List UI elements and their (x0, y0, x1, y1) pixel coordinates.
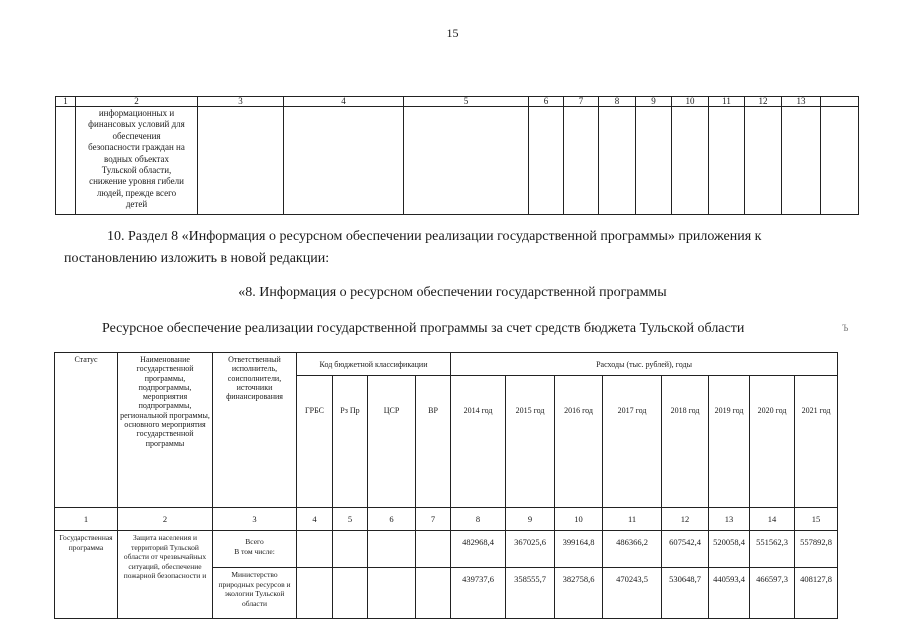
value-cell: 486366,2 (603, 531, 662, 568)
empty-cell (198, 107, 284, 215)
header-name: Наименование государственной программы, подпрограммы, мероприятия подпрограммы, региональной программы, основного мероприятия государственной программы (118, 353, 213, 508)
column-number-cell: 12 (745, 97, 782, 107)
empty-cell (529, 107, 564, 215)
column-number-cell: 11 (709, 97, 745, 107)
header-code-2: Рз Пр (333, 376, 368, 508)
program-name-cell: Защита населения и территорий Тульской области от чрезвычайных ситуаций, обеспечение пожарной безопасности и (118, 531, 213, 619)
column-number-cell: 7 (416, 508, 451, 531)
header-responsible: Ответственный исполнитель, соисполнители, источники финансирования (213, 353, 297, 508)
empty-cell (709, 107, 745, 215)
column-number-cell: 11 (603, 508, 662, 531)
column-number-cell: 4 (297, 508, 333, 531)
column-number-cell (821, 97, 859, 107)
continuation-text-line: обеспечения (112, 130, 161, 141)
column-number-cell: 3 (198, 97, 284, 107)
column-number-cell: 5 (404, 97, 529, 107)
empty-cell (284, 107, 404, 215)
value-cell: 530648,7 (662, 568, 709, 619)
empty-cell (636, 107, 672, 215)
resource-table (54, 352, 838, 619)
header-year: 2014 год (451, 376, 506, 508)
header-status: Статус (55, 353, 118, 508)
code-cell (333, 568, 368, 619)
continuation-text-line: снижение уровня гибели (89, 176, 184, 187)
column-number-cell: 8 (599, 97, 636, 107)
responsible-cell: Всего В том числе: (213, 531, 297, 568)
code-cell (297, 531, 333, 568)
continuation-text-line: людей, прежде всего (96, 187, 177, 198)
header-year: 2017 год (603, 376, 662, 508)
header-year: 2018 год (662, 376, 709, 508)
column-number-cell: 2 (118, 508, 213, 531)
column-number-cell: 9 (636, 97, 672, 107)
column-number-cell: 3 (213, 508, 297, 531)
column-number-cell: 6 (529, 97, 564, 107)
section-heading: «8. Информация о ресурсном обеспечении государственной программы (238, 285, 667, 300)
value-cell: 551562,3 (750, 531, 795, 568)
continuation-text-line: финансовых условий для (88, 119, 185, 130)
header-year: 2015 год (506, 376, 555, 508)
value-cell: 470243,5 (603, 568, 662, 619)
header-year: 2021 год (795, 376, 838, 508)
continuation-text-line: информационных и (98, 108, 175, 118)
value-cell: 367025,6 (506, 531, 555, 568)
margin-mark: Ъ (842, 323, 849, 333)
header-year: 2016 год (555, 376, 603, 508)
page-number: 15 (446, 26, 459, 40)
header-code-4: ВР (416, 376, 451, 508)
code-cell (333, 531, 368, 568)
header-year: 2020 год (750, 376, 795, 508)
empty-cell (564, 107, 599, 215)
column-number-cell: 10 (555, 508, 603, 531)
empty-cell (404, 107, 529, 215)
header-expenses: Расходы (тыс. рублей), годы (451, 353, 838, 376)
value-cell: 520058,4 (709, 531, 750, 568)
column-number-cell: 10 (672, 97, 709, 107)
column-number-cell: 12 (662, 508, 709, 531)
value-cell: 482968,4 (451, 531, 506, 568)
header-code-1: ГРБС (297, 376, 333, 508)
code-cell (368, 531, 416, 568)
table-row (55, 531, 838, 568)
header-code-3: ЦСР (368, 376, 416, 508)
header-year: 2019 год (709, 376, 750, 508)
continuation-text-line: Тульской области, (101, 165, 172, 176)
column-number-cell: 7 (564, 97, 599, 107)
value-cell: 358555,7 (506, 568, 555, 619)
empty-cell (782, 107, 821, 215)
column-number-row (55, 508, 838, 531)
code-cell (368, 568, 416, 619)
status-cell: Государственная программа (55, 531, 118, 619)
continuation-text-line: безопасности граждан на (88, 142, 185, 153)
code-cell (416, 531, 451, 568)
column-number-cell: 2 (76, 97, 198, 107)
empty-cell (672, 107, 709, 215)
column-number-cell: 9 (506, 508, 555, 531)
table-row (56, 107, 859, 215)
empty-cell (56, 107, 76, 215)
value-cell: 607542,4 (662, 531, 709, 568)
column-number-cell: 14 (750, 508, 795, 531)
column-number-cell: 15 (795, 508, 838, 531)
value-cell: 382758,6 (555, 568, 603, 619)
code-cell (416, 568, 451, 619)
value-cell: 399164,8 (555, 531, 603, 568)
column-number-cell: 8 (451, 508, 506, 531)
column-number-cell: 6 (368, 508, 416, 531)
continuation-text-line: водных объектах (104, 153, 169, 164)
paragraph-amendment-continued: постановлению изложить в новой редакции: (64, 251, 330, 266)
table-subheading: Ресурсное обеспечение реализации государственной программы за счет средств бюджета Тульской области (102, 321, 745, 336)
code-cell (297, 568, 333, 619)
column-number-row (56, 97, 859, 107)
continuation-text-cell (76, 107, 198, 215)
empty-cell (599, 107, 636, 215)
column-number-cell: 4 (284, 97, 404, 107)
column-number-cell: 13 (782, 97, 821, 107)
value-cell: 557892,8 (795, 531, 838, 568)
paragraph-amendment: 10. Раздел 8 «Информация о ресурсном обеспечении реализации государственной программы» приложения к (107, 229, 762, 244)
continuation-table (55, 96, 859, 215)
empty-cell (821, 107, 859, 215)
header-budget-code: Код бюджетной классификации (297, 353, 451, 376)
empty-cell (745, 107, 782, 215)
column-number-cell: 13 (709, 508, 750, 531)
continuation-text-line: детей (125, 199, 148, 210)
column-number-cell: 1 (56, 97, 76, 107)
column-number-cell: 5 (333, 508, 368, 531)
value-cell: 408127,8 (795, 568, 838, 619)
value-cell: 439737,6 (451, 568, 506, 619)
responsible-cell: Министерство природных ресурсов и экологии Тульской области (213, 568, 297, 619)
value-cell: 466597,3 (750, 568, 795, 619)
value-cell: 440593,4 (709, 568, 750, 619)
column-number-cell: 1 (55, 508, 118, 531)
